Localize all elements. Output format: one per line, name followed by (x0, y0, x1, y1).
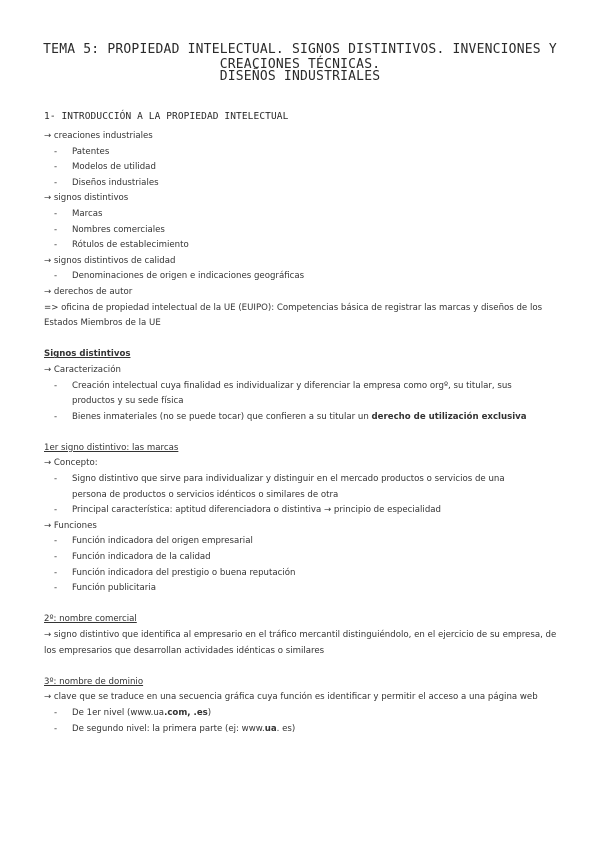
list-item: - Función indicadora de la calidad (54, 552, 211, 563)
list-item: - Creación intelectual cuya finalidad es individualizar y diferenciar la empresa como orgº, su titular, sus productos y su sede física (54, 380, 512, 407)
section-heading-nombre-comercial: 2º: nombre comercial (44, 614, 137, 625)
exclusive-right-emphasis: derecho de utilización exclusiva (371, 411, 527, 422)
list-item: - De segundo nivel: la primera parte (ej: www.ua. es) (54, 723, 296, 734)
list-item: - Principal característica: aptitud diferenciadora o distintiva → principio de especialidad (54, 505, 441, 516)
list-item: - Nombres comerciales (54, 224, 165, 235)
list-heading-signos: → signos distintivos (44, 193, 129, 204)
list-item: - Marcas (54, 208, 103, 219)
list-heading-creaciones: → creaciones industriales (44, 131, 153, 141)
list-heading-caracterizacion: → Caracterización (44, 364, 121, 375)
section-heading-signos-distintivos: Signos distintivos (44, 349, 131, 360)
list-item: - Denominaciones de origen e indicaciones geográficas (54, 271, 305, 282)
list-heading-concepto: → Concepto: (44, 458, 98, 469)
section-heading-introduccion: 1- INTRODUCCIÓN A LA PROPIEDAD INTELECTUAL (44, 111, 289, 122)
document-title-line-1: TEMA 5: PROPIEDAD INTELECTUAL. SIGNOS DISTINTIVOS. INVENCIONES Y CREACIONES TÉCNICAS. (43, 42, 557, 72)
list-item: - Rótulos de establecimiento (54, 240, 189, 251)
euipo-note: => oficina de propiedad intelectual de la UE (EUIPO): Competencias básica de registrar las marcas y diseños de los Estados Miembros de la UE (44, 302, 543, 329)
list-item: - Bienes inmateriales (no se puede tocar) que confieren a su titular un derecho de utilización exclusiva (54, 411, 527, 422)
list-item: - Signo distintivo que sirve para individualizar y distinguir en el mercado productos o servicios de una persona de productos o servicios idénticos o similares de otra (54, 474, 505, 500)
list-item: - Patentes (54, 146, 110, 157)
list-heading-autor: → derechos de autor (44, 286, 133, 297)
list-item: - Función indicadora del origen empresarial (54, 536, 253, 547)
dominio-text: → clave que se traduce en una secuencia gráfica cuya función es identificar y permitir el acceso a una página web (44, 692, 538, 703)
section-heading-marcas: 1er signo distintivo: las marcas (44, 442, 179, 453)
list-heading-calidad: → signos distintivos de calidad (44, 255, 176, 266)
document-body (44, 129, 564, 737)
list-item: - Modelos de utilidad (54, 162, 156, 173)
document-title-line-2: DISEÑOS INDUSTRIALES (219, 69, 381, 84)
list-item: - De 1er nivel (www.ua.com, .es) (54, 707, 212, 718)
list-item: - Función indicadora del prestigio o buena reputación (54, 567, 296, 578)
list-item: - Función publicitaria (54, 583, 156, 594)
list-item: - Diseños industriales (54, 177, 159, 188)
nombre-comercial-text: → signo distintivo que identifica al empresario en el tráfico mercantil distinguiéndolo, en el ejercicio de su empresa, de los empresarios que desarrollan actividades idénticas o similares (44, 630, 557, 656)
list-heading-funciones: → Funciones (44, 520, 97, 531)
section-heading-dominio: 3º: nombre de dominio (44, 676, 144, 687)
